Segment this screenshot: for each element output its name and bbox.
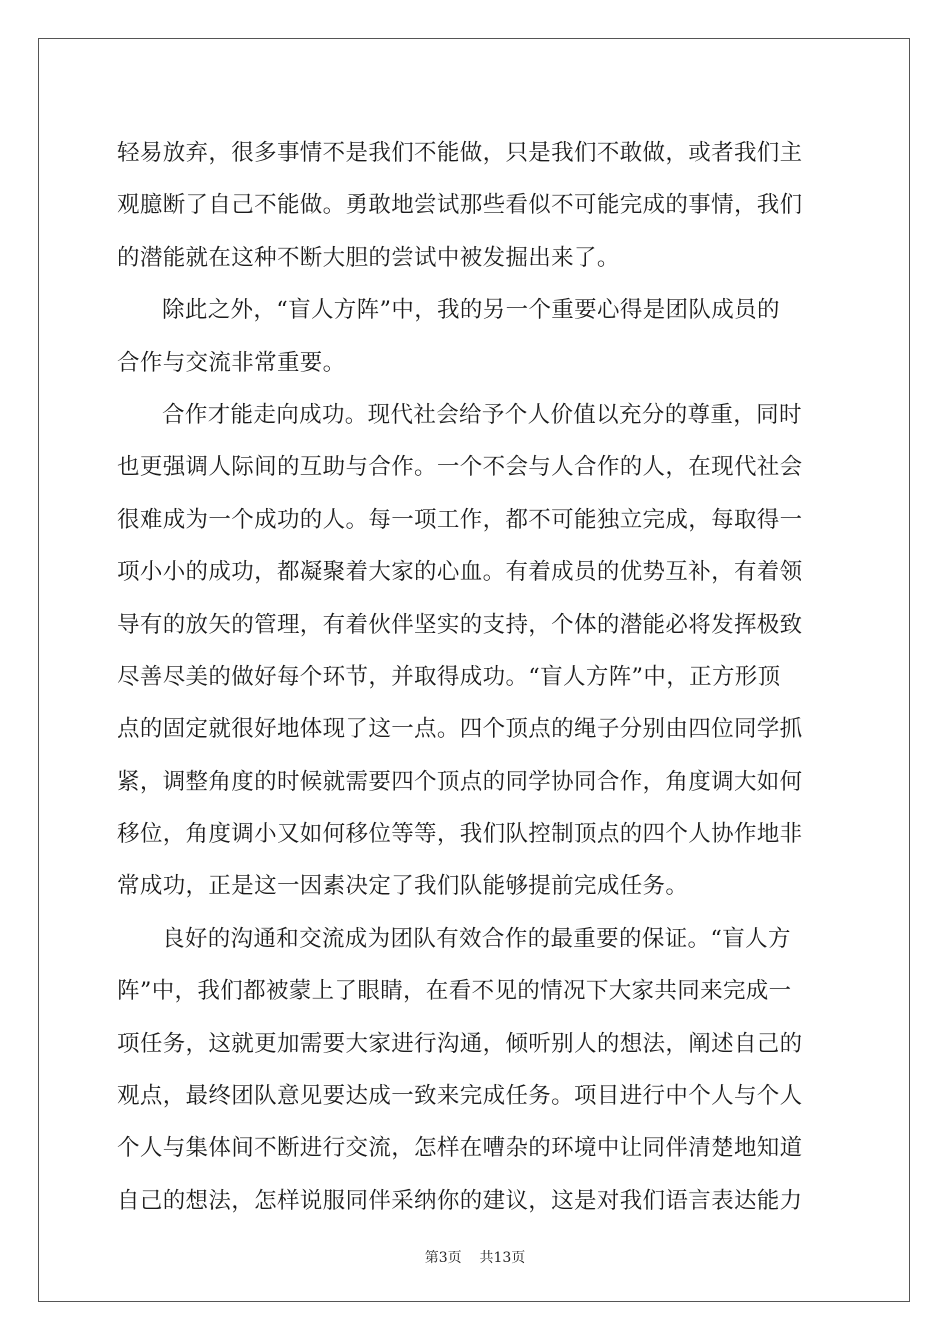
paragraph-start-line: 合作才能走向成功。现代社会给予个人价值以充分的尊重，同时 [162,401,802,428]
text-line: 观臆断了自己不能做。勇敢地尝试那些看似不可能完成的事情，我们 [117,192,803,219]
paragraph-start-line: 除此之外，“盲人方阵”中，我的另一个重要心得是团队成员的 [162,297,780,324]
document-body [117,127,833,1227]
text-line: 的潜能就在这种不断大胆的尝试中被发掘出来了。 [117,244,620,271]
text-line: 也更强调人际间的互助与合作。一个不会与人合作的人，在现代社会 [117,454,803,481]
text-line: 导有的放矢的管理，有着伙伴坚实的支持，个体的潜能必将发挥极致 [117,611,803,638]
text-line: 阵”中，我们都被蒙上了眼睛，在看不见的情况下大家共同来完成一 [117,978,792,1005]
text-line: 紧，调整角度的时候就需要四个顶点的同学协同合作，角度调大如何 [117,768,803,795]
paragraph-start-line: 良好的沟通和交流成为团队有效合作的最重要的保证。“盲人方 [162,925,791,952]
text-line: 合作与交流非常重要。 [117,349,346,376]
text-line: 项任务，这就更加需要大家进行沟通，倾听别人的想法，阐述自己的 [117,1030,803,1057]
text-line: 观点，最终团队意见要达成一致来完成任务。项目进行中个人与个人 [117,1083,803,1110]
text-line: 自己的想法，怎样说服同伴采纳你的建议，这是对我们语言表达能力 [117,1187,803,1214]
text-line: 轻易放弃，很多事情不是我们不能做，只是我们不敢做，或者我们主 [117,140,803,166]
text-line: 项小小的成功，都凝聚着大家的心血。有着成员的优势互补，有着领 [117,559,803,586]
text-line: 尽善尽美的做好每个环节，并取得成功。“盲人方阵”中，正方形顶 [117,663,781,690]
text-line: 移位，角度调小又如何移位等等，我们队控制顶点的四个人协作地非 [117,821,803,848]
text-line: 常成功，正是这一因素决定了我们队能够提前完成任务。 [117,873,689,900]
text-line: 个人与集体间不断进行交流，怎样在嘈杂的环境中让同伴清楚地知道 [117,1135,803,1162]
text-line: 很难成为一个成功的人。每一项工作，都不可能独立完成，每取得一 [117,506,803,533]
page-number-footer: 第3页 共13页 [424,1250,526,1266]
text-line: 点的固定就很好地体现了这一点。四个顶点的绳子分别由四位同学抓 [117,716,803,743]
